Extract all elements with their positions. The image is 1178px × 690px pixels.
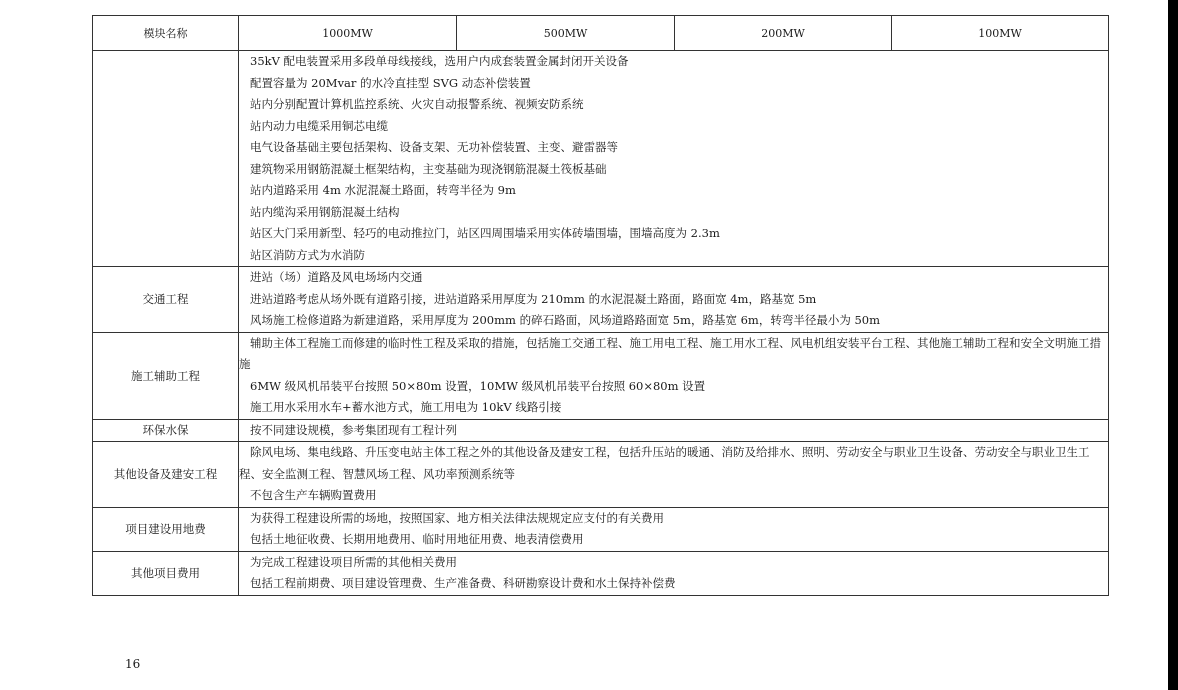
- table-row-construction-aux: [93, 332, 1109, 419]
- table-row-environment: [93, 419, 1109, 442]
- row-content: [239, 267, 1109, 333]
- content-line: 辅助主体工程施工而修建的临时性工程及采取的措施，包括施工交通工程、施工用电工程、施工用水工程、风电机组安装平台工程、其他施工辅助工程和安全文明施工措施: [239, 335, 1101, 371]
- content-line: 风场施工检修道路为新建道路，采用厚度为 200mm 的碎石路面，风场道路路面宽 5m，路基宽 6m，转弯半径最小为 50m: [250, 313, 881, 327]
- row-content: [239, 51, 1109, 267]
- content-line: 站区大门采用新型、轻巧的电动推拉门，站区四周围墙采用实体砖墙围墙，围墙高度为 2.3m: [250, 226, 720, 240]
- row-name: 其他项目费用: [93, 551, 239, 595]
- row-name: 其他设备及建安工程: [93, 442, 239, 508]
- content-line: 施工用水采用水车+蓄水池方式，施工用电为 10kV 线路引接: [250, 400, 562, 414]
- content-line: 为获得工程建设所需的场地，按照国家、地方相关法律法规规定应支付的有关费用: [250, 510, 664, 525]
- page-number: 16: [125, 657, 141, 671]
- content-line: 进站（场）道路及风电场场内交通: [250, 270, 423, 284]
- content-line: 6MW 级风机吊装平台按照 50×80m 设置，10MW 级风机吊装平台按照 60×80m 设置: [250, 378, 706, 393]
- row-name: 项目建设用地费: [93, 507, 239, 551]
- row-name: 交通工程: [93, 267, 239, 333]
- content-line: 为完成工程建设项目所需的其他相关费用: [250, 554, 457, 569]
- content-line: 站区消防方式为水消防: [250, 247, 365, 262]
- content-line: 不包含生产车辆购置费用: [250, 488, 377, 502]
- row-name: 施工辅助工程: [93, 332, 239, 419]
- page-edge-bar: [1168, 0, 1178, 690]
- row-name: 环保水保: [93, 419, 239, 442]
- content-line: 站内分别配置计算机监控系统、火灾自动报警系统、视频安防系统: [250, 97, 584, 111]
- content-line: 进站道路考虑从场外既有道路引接，进站道路采用厚度为 210mm 的水泥混凝土路面，路面宽 4m，路基宽 5m: [250, 291, 817, 306]
- content-line: 电气设备基础主要包括架构、设备支架、无功补偿装置、主变、避雷器等: [250, 140, 618, 154]
- content-line: 35kV 配电装置采用多段单母线接线，选用户内成套装置金属封闭开关设备: [250, 54, 629, 68]
- row-content: [239, 332, 1109, 419]
- row-content: [239, 507, 1109, 551]
- cost-module-table: [92, 15, 1109, 596]
- table-header-row: [93, 16, 1109, 51]
- header-col-500mw: 500MW: [457, 16, 675, 51]
- row-content: [239, 442, 1109, 508]
- content-line: 站内动力电缆采用铜芯电缆: [250, 118, 388, 133]
- table-row-land-cost: [93, 507, 1109, 551]
- content-line: 建筑物采用钢筋混凝土框架结构，主变基础为现浇钢筋混凝土筏板基础: [250, 161, 607, 176]
- content-line: 配置容量为 20Mvar 的水冷直挂型 SVG 动态补偿装置: [250, 75, 531, 90]
- content-line: 按不同建设规模，参考集团现有工程计列: [250, 422, 457, 437]
- table-row-transport: [93, 267, 1109, 333]
- header-col-200mw: 200MW: [675, 16, 892, 51]
- header-col-100mw: 100MW: [892, 16, 1109, 51]
- row-content: [239, 551, 1109, 595]
- content-line: 站内道路采用 4m 水泥混凝土路面，转弯半径为 9m: [250, 183, 516, 197]
- content-line: 除风电场、集电线路、升压变电站主体工程之外的其他设备及建安工程，包括升压站的暖通、消防及给排水、照明、劳动安全与职业卫生设备、劳动安全与职业卫生工程、安全监测工程、智慧风场工程、风功率预测系统等: [239, 445, 1090, 481]
- table-row-other-equipment: [93, 442, 1109, 508]
- content-line: 包括工程前期费、项目建设管理费、生产准备费、科研勘察设计费和水土保持补偿费: [250, 576, 676, 590]
- header-module-name: 模块名称: [93, 16, 239, 51]
- table-row-other-project-cost: [93, 551, 1109, 595]
- content-line: 包括土地征收费、长期用地费用、临时用地征用费、地表清偿费用: [250, 532, 584, 546]
- header-col-1000mw: 1000MW: [239, 16, 457, 51]
- table-row-substation: [93, 51, 1109, 267]
- row-name: [93, 51, 239, 267]
- row-content: [239, 419, 1109, 442]
- content-line: 站内缆沟采用钢筋混凝土结构: [250, 204, 400, 219]
